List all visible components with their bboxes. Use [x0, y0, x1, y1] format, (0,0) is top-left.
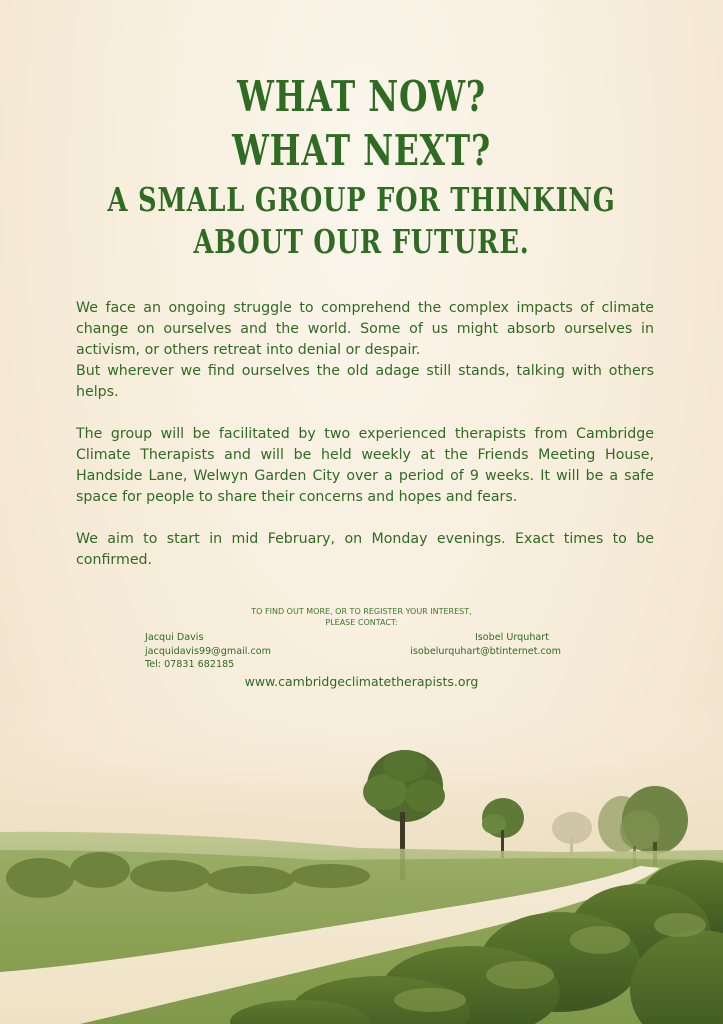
paragraph-intro-sentence-2: But wherever we find ourselves the old adage still stands, talking with others helps. [76, 363, 654, 400]
contact-isobel [410, 631, 561, 658]
paragraph-intro-sentence-1: We face an ongoing struggle to comprehend the complex impacts of climate change on ourselves and the world. Some of us might absorb ourselves in activism, or others retreat into denial or despair. [76, 300, 654, 358]
paragraph-start-date: We aim to start in mid February, on Monday evenings. Exact times to be confirmed. [76, 531, 654, 568]
contact-jacqui [145, 631, 271, 672]
contact-name: Jacqui Davis [145, 632, 204, 643]
contact-heading [0, 606, 723, 628]
contact-email-link[interactable]: jacquidavis99@gmail.com [145, 645, 271, 657]
contact-heading-line-1: TO FIND OUT MORE, OR TO REGISTER YOUR INTEREST, [251, 607, 472, 616]
landscape-illustration [0, 700, 723, 1024]
headline-line-1: WHAT NOW? [237, 72, 486, 121]
contact-name: Isobel Urquhart [474, 632, 549, 643]
headline-line-4: ABOUT OUR FUTURE. [193, 222, 530, 261]
headline-line-3: A SMALL GROUP FOR THINKING [107, 180, 616, 219]
paragraph-intro [76, 298, 654, 403]
headline-line-2: WHAT NEXT? [232, 126, 491, 175]
contact-phone: Tel: 07831 682185 [145, 659, 235, 670]
contact-email-link[interactable]: isobelurquhart@btinternet.com [410, 645, 561, 657]
paragraph-group-details: The group will be facilitated by two experienced therapists from Cambridge Climate Therapists and will be held weekly at the Friends Meeting House, Handside Lane, Welwyn Garden City over a period of 9 weeks. It will be a safe space for people to share their concerns and hopes and fears. [76, 426, 654, 505]
website-link[interactable]: www.cambridgeclimatetherapists.org [244, 674, 479, 689]
contact-heading-line-2: PLEASE CONTACT: [325, 618, 398, 627]
